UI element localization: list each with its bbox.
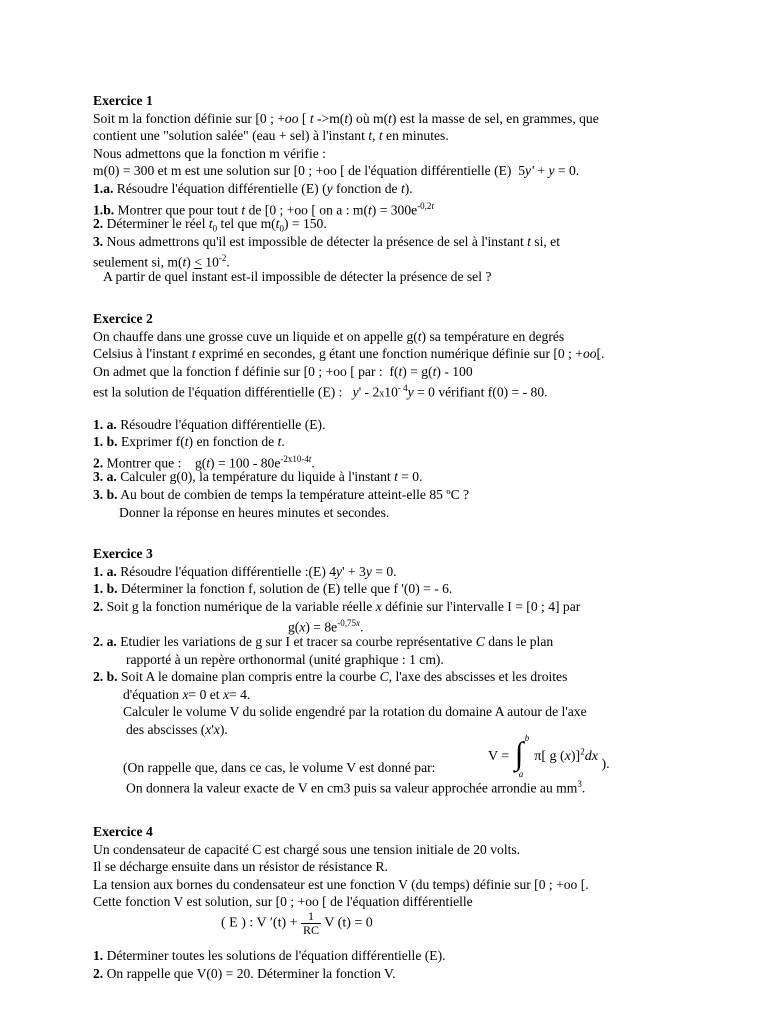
ex1-line-1: Soit m la fonction définie sur [0 ; +oo [ t ->m(t) où m(t) est la masse de sel, en grammes, que	[93, 110, 599, 126]
volume-formula	[488, 733, 610, 779]
ex2-question-1b: 1. b. Exprimer f(t) en fonction de t.	[93, 434, 285, 450]
exercice-4	[93, 823, 683, 982]
volume-formula-close: ).	[601, 757, 610, 773]
ex3-line-6: rapporté à un repère orthonormal (unité graphique : 1 cm).	[126, 651, 444, 667]
ex4-line-4: Cette fonction V est solution, sur [0 ; +oo [ de l'équation différentielle	[93, 894, 473, 910]
ex3-question-1a: 1. a. Résoudre l'équation différentielle :(E) 4y' + 3y = 0.	[93, 563, 397, 579]
ex1-line-9: seulement si, $m(t) < 10^{-2}$.	[93, 253, 230, 270]
ex3-question-2a: 2. a. Etudier les variations de g sur I et tracer sa courbe représentative C dans le plan	[93, 633, 554, 649]
exercice-1	[93, 92, 683, 286]
ex4-line-1: Un condensateur de capacité C est chargé sous une tension initiale de 20 volts.	[93, 841, 521, 857]
exercice-2-title: Exercice 2	[93, 311, 153, 326]
integral-sign: ∫ b a	[514, 733, 530, 779]
ex1-question-1a: 1.a. Résoudre l'équation différentielle (E) (y fonction de t).	[93, 180, 413, 196]
ex2-question-3a: 3. a. Calculer g(0), la température du liquide à l'instant t = 0.	[93, 469, 423, 485]
ex4-line-2: Il se décharge ensuite dans un résistor de résistance R.	[93, 859, 388, 875]
exercice-4-title: Exercice 4	[93, 824, 153, 839]
volume-formula-integrand: π[ g (x)]$^2$dx	[534, 746, 598, 765]
exercice-2	[93, 310, 683, 521]
ex2-spacer	[93, 398, 683, 416]
ex3-line-12: On donnera la valeur exacte de V en cm3 puis sa valeur approchée arrondie au $mm^3$.	[126, 779, 586, 796]
ex2-question-1a: 1. a. Résoudre l'équation différentielle (E).	[93, 416, 326, 432]
equation-lhs: ( E ) : V ′(t) +	[221, 915, 298, 931]
ex3-line-9: Calculer le volume V du solide engendré par la rotation du domaine A autour de l'axe	[123, 704, 587, 720]
fraction-denominator: RC	[303, 923, 320, 937]
ex3-line-10: des abscisses (x'x).	[126, 721, 228, 737]
ex1-question-3: 3. Nous admettrons qu'il est impossible de détecter la présence de sel à l'instant t si, et	[93, 233, 560, 249]
ex2-line-10: Donner la réponse en heures minutes et secondes.	[119, 504, 390, 520]
ex3-question-2b: 2. b. Soit A le domaine plan compris entre la courbe C, l'axe des abscisses et les droites	[93, 669, 568, 685]
ex1-line-2: contient une "solution salée" (eau + sel) à l'instant t, t en minutes.	[93, 128, 449, 144]
ex1-line-10: A partir de quel instant est-il impossible de détecter la présence de sel ?	[103, 268, 492, 284]
ex3-function-g: $g(x) = 8e^{-0,75x}$.	[288, 618, 364, 635]
ex3-question-2: 2. Soit g la fonction numérique de la variable réelle x définie sur l'intervalle I = [0 ; 4] par	[93, 598, 581, 614]
integral-upper-bound: b	[524, 733, 530, 743]
equation-rhs: V (t) = 0	[324, 915, 373, 931]
ex3-line-11: (On rappelle que, dans ce cas, le volume V est donné par:	[123, 759, 436, 775]
ex1-question-2: 2. Déterminer le réel $t_0$ tel que $m(t_0) = 150$.	[93, 216, 327, 234]
fraction-1-over-rc	[301, 910, 321, 937]
ex3-line-8: d'équation x= 0 et x= 4.	[123, 686, 251, 702]
fraction-numerator: 1	[301, 910, 321, 924]
ex1-question-1b: 1.b. Montrer que pour tout t de [0 ; +oo [ on a : $m(t) = 300e^{-0,2t}$	[93, 200, 434, 218]
integral-lower-bound: a	[518, 769, 524, 779]
ex1-line-4: m(0) = 300 et m est une solution sur [0 ; +oo [ de l'équation différentielle (E) 5y' + y = 0.	[93, 163, 580, 179]
exercice-1-title: Exercice 1	[93, 93, 153, 108]
ex2-question-3b: 3. b. Au bout de combien de temps la température atteint-elle 85 ºC ?	[93, 486, 470, 502]
exercice-3-title: Exercice 3	[93, 546, 153, 561]
ex1-line-3: Nous admettons que la fonction m vérifie :	[93, 145, 326, 161]
differential-equation	[221, 910, 373, 937]
ex4-question-2: 2. On rappelle que V(0) = 20. Déterminer la fonction V.	[93, 965, 396, 981]
ex4-formula-space	[93, 911, 683, 947]
ex3-question-1b: 1. b. Déterminer la fonction f, solution de (E) telle que f '(0) = - 6.	[93, 581, 453, 597]
ex2-line-2: Celsius à l'instant t exprimé en secondes, g étant une fonction numérique définie sur [0 ; +oo[.	[93, 346, 605, 362]
ex4-line-3: La tension aux bornes du condensateur est une fonction V (du temps) définie sur [0 ; +oo [.	[93, 876, 589, 892]
ex2-line-4: est la solution de l'équation différentielle (E) : $y' - 2x10^{- 4}y = 0$ vérifiant f(0) = - 80.	[93, 383, 548, 400]
ex2-line-1: On chauffe dans une grosse cuve un liquide et on appelle g(t) sa température en degrés	[93, 328, 565, 344]
volume-formula-lhs: V =	[488, 749, 510, 765]
ex2-line-3: On admet que la fonction f définie sur [0 ; +oo [ par : f(t) = g(t) - 100	[93, 363, 473, 379]
ex4-question-1: 1. Déterminer toutes les solutions de l'équation différentielle (E).	[93, 947, 446, 963]
ex2-question-2: 2. Montrer que : $g(t) = 100 - 80e^{-2x10-4t}$.	[93, 453, 315, 471]
